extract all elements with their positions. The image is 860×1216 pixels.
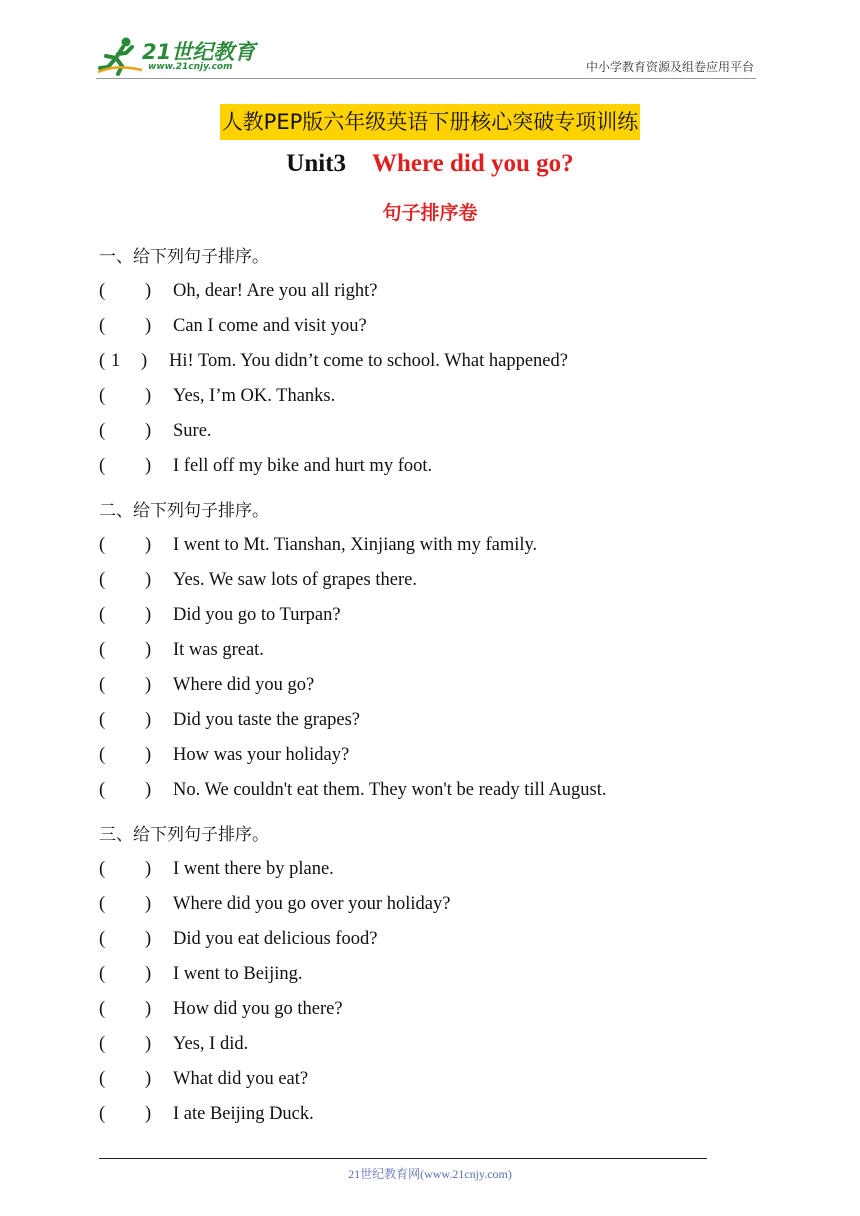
close-paren: ) xyxy=(145,535,152,555)
sentence-text: I went to Beijing. xyxy=(173,964,303,984)
unit-heading xyxy=(0,150,860,178)
sentence-row xyxy=(99,598,739,633)
sentence-text: No. We couldn't eat them. They won't be ready till August. xyxy=(173,780,607,800)
close-paren: ) xyxy=(145,710,152,730)
close-paren: ) xyxy=(145,929,152,949)
close-paren: ) xyxy=(145,640,152,660)
close-paren: ) xyxy=(145,745,152,765)
section-heading: 二、给下列句子排序。 xyxy=(99,501,269,521)
sentence-text: It was great. xyxy=(173,640,264,660)
open-paren: ( xyxy=(99,605,106,625)
open-paren: ( xyxy=(99,386,106,406)
close-paren: ) xyxy=(145,456,152,476)
sentence-row xyxy=(99,379,739,414)
sentence-row xyxy=(99,887,739,922)
open-paren: ( xyxy=(99,640,106,660)
sentence-text: I went to Mt. Tianshan, Xinjiang with my family. xyxy=(173,535,538,555)
sentence-row xyxy=(99,633,739,668)
sentence-text: Oh, dear! Are you all right? xyxy=(173,281,378,301)
page-header xyxy=(96,34,756,79)
logo-url: www.21cnjy.com xyxy=(148,62,233,72)
open-paren: ( xyxy=(99,535,106,555)
close-paren: ) xyxy=(145,605,152,625)
worksheet-content xyxy=(99,240,739,1132)
title-wrap xyxy=(0,104,860,140)
open-paren: ( xyxy=(99,929,106,949)
worksheet-subtitle: 句子排序卷 xyxy=(382,202,478,224)
sentence-text: I ate Beijing Duck. xyxy=(173,1104,314,1124)
close-paren: ) xyxy=(145,675,152,695)
page-footer: 21世纪教育网(www.21cnjy.com) xyxy=(348,1167,512,1181)
section-heading: 三、给下列句子排序。 xyxy=(99,825,269,845)
sentence-text: Yes. We saw lots of grapes there. xyxy=(173,570,417,590)
answer-blank[interactable]: 1 xyxy=(111,351,121,371)
open-paren: ( xyxy=(99,316,106,336)
sentence-row xyxy=(99,449,739,484)
open-paren: ( xyxy=(99,675,106,695)
sentence-text: Where did you go over your holiday? xyxy=(173,894,451,914)
open-paren: ( xyxy=(99,1104,106,1124)
sentence-row xyxy=(99,563,739,598)
open-paren: ( xyxy=(99,859,106,879)
unit-topic: Where did you go? xyxy=(372,150,574,177)
sentence-text: Did you taste the grapes? xyxy=(173,710,360,730)
sentence-row xyxy=(99,1097,739,1132)
close-paren: ) xyxy=(145,421,152,441)
open-paren: ( xyxy=(99,281,106,301)
sentence-row xyxy=(99,738,739,773)
open-paren: ( xyxy=(99,570,106,590)
open-paren: ( xyxy=(99,351,106,371)
close-paren: ) xyxy=(145,999,152,1019)
footer-divider xyxy=(99,1158,707,1159)
open-paren: ( xyxy=(99,456,106,476)
section-gap xyxy=(99,808,739,818)
sentence-row xyxy=(99,274,739,309)
sentence-text: Yes, I did. xyxy=(173,1034,249,1054)
sentence-text: Sure. xyxy=(173,421,212,441)
sentence-row xyxy=(99,344,739,379)
open-paren: ( xyxy=(99,964,106,984)
sentence-row xyxy=(99,528,739,563)
sentence-row xyxy=(99,668,739,703)
runner-logo-icon xyxy=(96,34,144,76)
open-paren: ( xyxy=(99,710,106,730)
logo-text: 21世纪教育 xyxy=(142,40,256,64)
sentence-row xyxy=(99,922,739,957)
site-logo[interactable] xyxy=(96,34,266,76)
sentence-row xyxy=(99,309,739,344)
sentence-row xyxy=(99,1027,739,1062)
close-paren: ) xyxy=(145,316,152,336)
close-paren: ) xyxy=(145,859,152,879)
close-paren: ) xyxy=(145,1069,152,1089)
sentence-row xyxy=(99,852,739,887)
open-paren: ( xyxy=(99,780,106,800)
open-paren: ( xyxy=(99,999,106,1019)
close-paren: ) xyxy=(145,780,152,800)
sentence-text: How did you go there? xyxy=(173,999,343,1019)
sentence-text: What did you eat? xyxy=(173,1069,309,1089)
sentence-text: Yes, I’m OK. Thanks. xyxy=(173,386,336,406)
sentence-text: How was your holiday? xyxy=(173,745,350,765)
sentence-text: Can I come and visit you? xyxy=(173,316,367,336)
close-paren: ) xyxy=(145,894,152,914)
sentence-text: Hi! Tom. You didn’t come to school. What happened? xyxy=(169,351,568,371)
open-paren: ( xyxy=(99,1034,106,1054)
open-paren: ( xyxy=(99,894,106,914)
sentence-row xyxy=(99,703,739,738)
close-paren: ) xyxy=(145,964,152,984)
section-heading: 一、给下列句子排序。 xyxy=(99,247,269,267)
close-paren: ) xyxy=(141,351,148,371)
sentence-text: Did you go to Turpan? xyxy=(173,605,341,625)
section-gap xyxy=(99,484,739,494)
sentence-row xyxy=(99,1062,739,1097)
close-paren: ) xyxy=(145,386,152,406)
sentence-row xyxy=(99,992,739,1027)
page-title: 人教PEP版六年级英语下册核心突破专项训练 xyxy=(220,104,641,140)
sentence-text: Did you eat delicious food? xyxy=(173,929,378,949)
sentence-row xyxy=(99,957,739,992)
close-paren: ) xyxy=(145,1104,152,1124)
close-paren: ) xyxy=(145,281,152,301)
open-paren: ( xyxy=(99,421,106,441)
close-paren: ) xyxy=(145,570,152,590)
sentence-row xyxy=(99,773,739,808)
sentence-row xyxy=(99,414,739,449)
sentence-text: Where did you go? xyxy=(173,675,315,695)
open-paren: ( xyxy=(99,1069,106,1089)
unit-label: Unit3 xyxy=(286,150,347,177)
sentence-text: I went there by plane. xyxy=(173,859,334,879)
close-paren: ) xyxy=(145,1034,152,1054)
sentence-text: I fell off my bike and hurt my foot. xyxy=(173,456,433,476)
platform-label: 中小学教育资源及组卷应用平台 xyxy=(585,60,754,74)
open-paren: ( xyxy=(99,745,106,765)
